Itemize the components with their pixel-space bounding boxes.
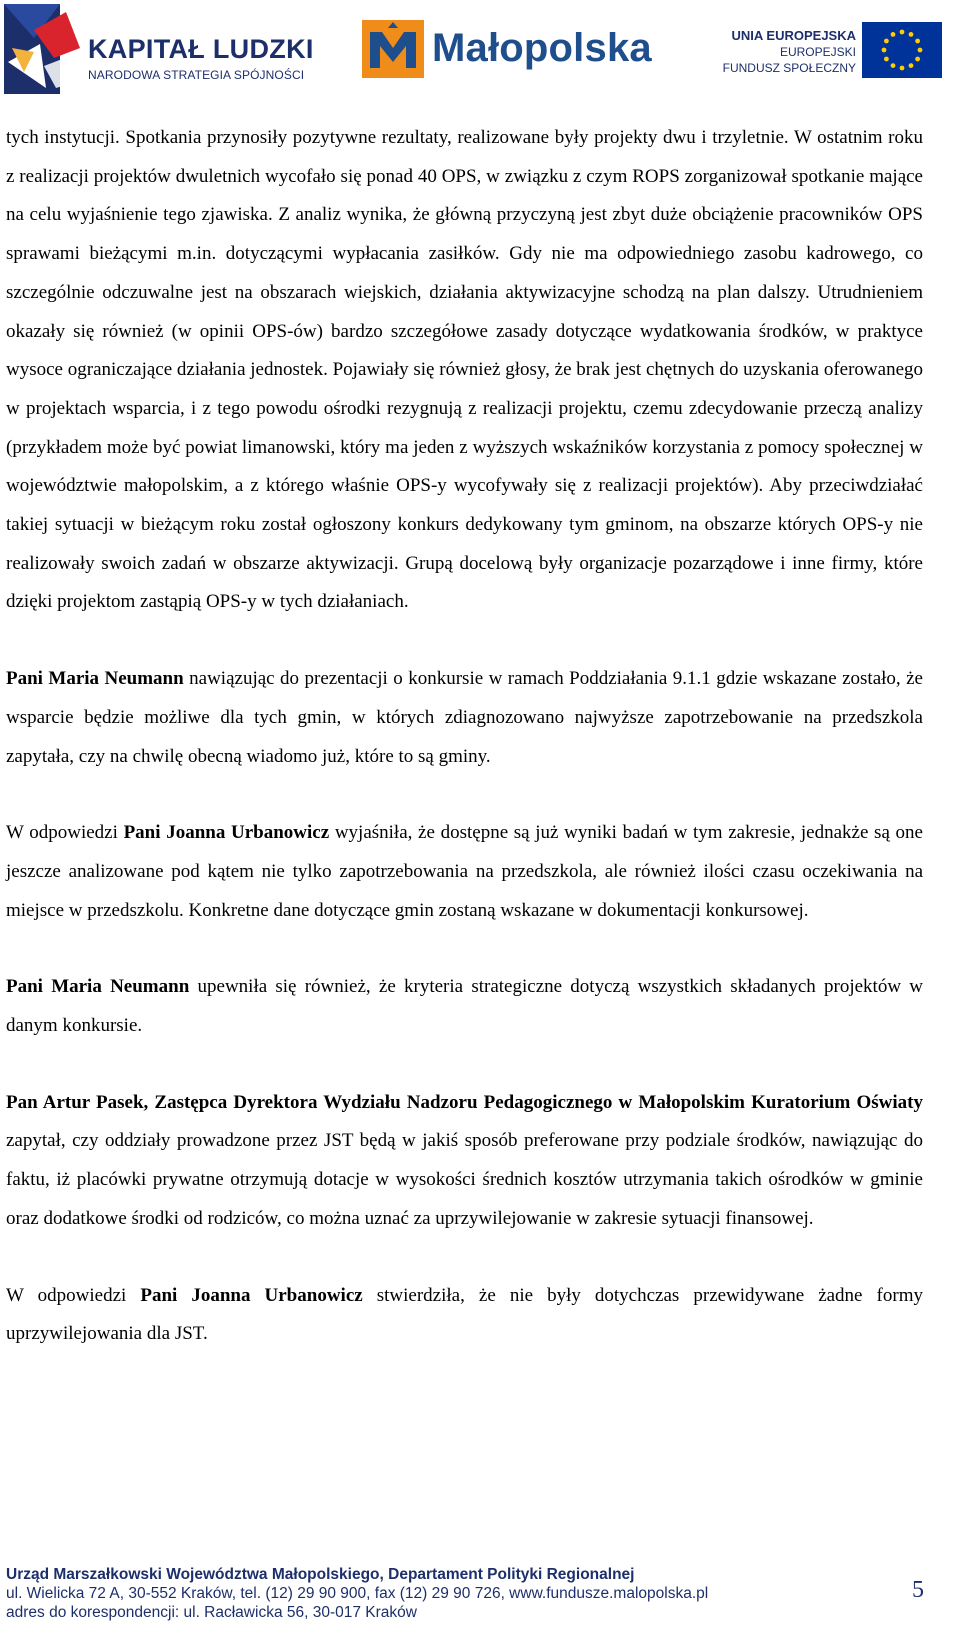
footer-institution: Urząd Marszałkowski Województwa Małopolskiego, Departament Polityki Regionalnej [6,1566,635,1583]
speaker-name: Pani Joanna Urbanowicz [123,822,330,844]
speaker-name: Pan Artur Pasek, Zastępca Dyrektora Wydziału Nadzoru Pedagogicznego w Małopolskim Kuratorium Oświaty [6,1091,923,1113]
footer-address: ul. Wielicka 72 A, 30-552 Kraków, tel. (12) 29 90 900, fax (12) 29 90 726, www.fundusze.malopolska.pl [6,1585,709,1602]
eu-line-3: FUNDUSZ SPOŁECZNY [722,61,856,75]
kapital-ludzki-subtitle: NARODOWA STRATEGIA SPÓJNOŚCI [88,68,305,82]
kapital-ludzki-logo [4,4,314,94]
eu-text [723,28,856,76]
document-body [6,119,923,1354]
paragraph-text: upewniła się również, że kryteria strategiczne dotyczą wszystkich składanych projektów w danym konkursie. [6,976,924,1037]
paragraph-intro: W odpowiedzi [6,1284,141,1306]
malopolska-emblem-icon [362,20,424,78]
paragraph-6 [6,1277,923,1354]
paragraph-1: tych instytucji. Spotkania przynosiły pozytywne rezultaty, realizowane były projekty dwu i trzyletnie. W ostatnim roku z realizacji projektów dwuletnich wycofało się ponad 40 OPS, w związku z czym ROPS zorganizował spotkanie mające na celu wyjaśnienie tego zjawiska. Z analiz wynika, że główną przyczyną jest zbyt duże obciążenie pracowników OPS sprawami bieżącymi m.in. dotyczącymi wypłacania zasiłków. Gdy nie ma odpowiedniego zasobu kadrowego, co szczególnie odczuwalne jest na obszarach wiejskich, działania aktywizacyjne schodzą na plan dalszy. Utrudnieniem okazały się również (w opinii OPS-ów) bardzo szczegółowe zasady dotyczące wydatkowania środków, w praktyce wysoce ograniczające działania jednostek. Pojawiały się również głosy, że brak jest chętnych do uzyskania oferowanego w projektach wsparcia, i z tego powodu ośrodki rezygnują z realizacji projektu, czemu zdecydowanie przeczą analizy (przykładem może być powiat limanowski, który ma jeden z wyższych wskaźników korzystania z pomocy społecznej w województwie małopolskim, a z którego właśnie OPS-y wycofywały się z realizacji projektów). Aby przeciwdziałać takiej sytuacji w bieżącym roku został ogłoszony konkurs dedykowany tym gminom, na obszarze których OPS-y nie realizowały swoich zadań w obszarze aktywizacji. Grupą docelową były organizacje pozarządowe i inne firmy, które dzięki projektom zastąpią OPS-y w tych działaniach. [6,127,923,613]
eu-line-1: UNIA EUROPEJSKA [731,28,856,43]
paragraph-text: wyjaśniła, że dostępne są już wyniki badań w tym zakresie, jednakże są one jeszcze analizowane pod kątem nie tylko zapotrzebowania na przedszkola, ale również ilości czasu oczekiwania na miejsce w przedszkolu. Konkretne dane dotyczące gmin zostaną wskazane w dokumentacji konkursowej. [6,822,923,921]
speaker-name: Pani Maria Neumann [6,976,190,998]
footer-correspondence: adres do korespondencji: ul. Racławicka 56, 30-017 Kraków [6,1604,417,1621]
speaker-name: Pani Maria Neumann [6,668,184,690]
malopolska-title: Małopolska [432,26,652,70]
eu-flag-icon [862,22,942,78]
kapital-ludzki-star-icon [4,4,84,94]
malopolska-logo [362,16,682,86]
paragraph-5 [6,1084,923,1239]
kapital-ludzki-title: KAPITAŁ LUDZKI [88,34,314,64]
paragraph-4 [6,968,923,1045]
speaker-name: Pani Joanna Urbanowicz [140,1284,363,1306]
page-footer [6,1565,923,1622]
page-number: 5 [912,1577,924,1603]
paragraph-text: nawiązując do prezentacji o konkursie w ramach Poddziałania 9.1.1 gdzie wskazane zostało, że wsparcie będzie możliwe dla tych gmin, w których zdiagnozowano najwyższe zapotrzebowanie na przedszkola zapytała, czy na chwilę obecną wiadomo już, które to są gminy. [6,668,923,767]
paragraph-text: stwierdziła, że nie były dotychczas przewidywane żadne formy uprzywilejowania dla JST. [6,1284,923,1345]
eu-line-2: EUROPEJSKI [779,45,856,59]
paragraph-text: zapytał, czy oddziały prowadzone przez JST będą w jakiś sposób preferowane przy podziale środków, nawiązując do faktu, iż placówki prywatne otrzymują dotacje w wysokości średnich kosztów utrzymania takich ośrodków w gminie oraz dodatkowe środki od rodziców, co można uznać za uprzywilejowanie w zakresie sytuacji finansowej. [6,1130,923,1229]
paragraph-intro: W odpowiedzi [6,822,124,844]
page-header [0,0,960,100]
eu-logo [712,22,952,92]
paragraph-3 [6,814,923,930]
paragraph-2 [6,660,923,776]
